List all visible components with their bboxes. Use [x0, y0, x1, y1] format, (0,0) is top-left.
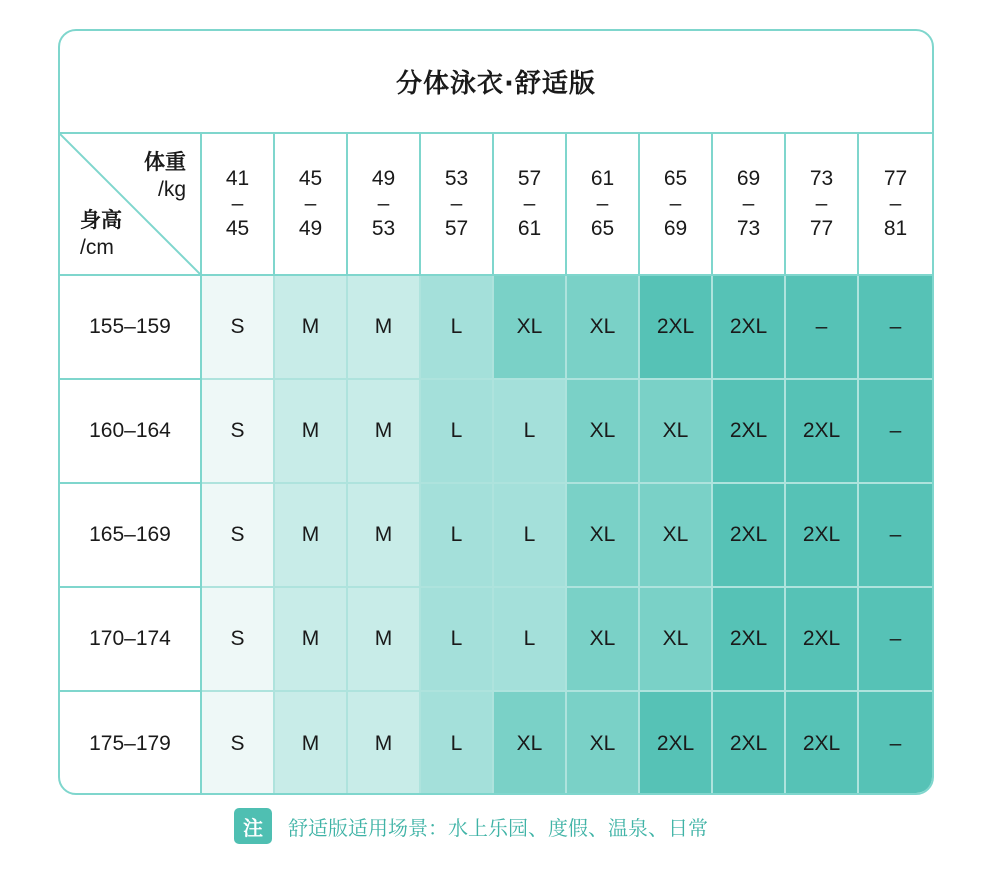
size-cell: 2XL — [640, 692, 713, 795]
size-cell: XL — [494, 276, 567, 380]
size-cell: L — [421, 484, 494, 588]
weight-range-to: 57 — [444, 217, 469, 240]
size-cell: XL — [494, 692, 567, 795]
height-range-cell: 160–164 — [60, 380, 202, 484]
weight-label: 体重 — [144, 150, 186, 174]
size-cell: M — [275, 380, 348, 484]
weight-range-from: 57 — [517, 167, 542, 190]
footnote — [234, 808, 708, 844]
size-cell: M — [275, 484, 348, 588]
size-cell: – — [786, 276, 859, 380]
size-cell: M — [275, 276, 348, 380]
size-cell: XL — [567, 484, 640, 588]
size-cell: 2XL — [713, 276, 786, 380]
weight-range-dash: – — [304, 192, 317, 215]
weight-range-header — [421, 134, 494, 276]
weight-range-header — [567, 134, 640, 276]
weight-range-from: 73 — [809, 167, 834, 190]
size-cell: XL — [567, 588, 640, 692]
size-cell: – — [859, 380, 932, 484]
table-title: 分体泳衣·舒适版 — [60, 31, 932, 134]
size-cell: 2XL — [713, 692, 786, 795]
corner-header — [60, 134, 202, 276]
size-cell: 2XL — [786, 380, 859, 484]
size-cell: L — [494, 380, 567, 484]
weight-range-from: 69 — [736, 167, 761, 190]
weight-range-header — [348, 134, 421, 276]
size-cell: XL — [640, 588, 713, 692]
weight-range-header — [202, 134, 275, 276]
size-cell: 2XL — [640, 276, 713, 380]
size-cell: S — [202, 484, 275, 588]
size-cell: L — [421, 588, 494, 692]
weight-range-dash: – — [450, 192, 463, 215]
size-cell: L — [421, 692, 494, 795]
size-cell: M — [348, 380, 421, 484]
weight-unit: /kg — [157, 178, 186, 201]
weight-range-from: 77 — [883, 167, 908, 190]
weight-range-header — [713, 134, 786, 276]
size-grid — [60, 134, 932, 795]
weight-axis-label — [144, 148, 186, 204]
size-cell: XL — [640, 380, 713, 484]
weight-range-from: 41 — [225, 167, 250, 190]
size-cell: XL — [640, 484, 713, 588]
height-range-cell: 165–169 — [60, 484, 202, 588]
weight-range-dash: – — [596, 192, 609, 215]
note-badge: 注 — [234, 808, 272, 844]
height-label: 身高 — [80, 208, 122, 232]
weight-range-dash: – — [523, 192, 536, 215]
weight-range-to: 49 — [298, 217, 323, 240]
size-cell: S — [202, 276, 275, 380]
weight-range-to: 73 — [736, 217, 761, 240]
size-cell: L — [421, 276, 494, 380]
weight-range-header — [494, 134, 567, 276]
size-cell: S — [202, 380, 275, 484]
weight-range-dash: – — [815, 192, 828, 215]
weight-range-to: 45 — [225, 217, 250, 240]
weight-range-to: 69 — [663, 217, 688, 240]
height-range-cell: 155–159 — [60, 276, 202, 380]
size-cell: M — [348, 588, 421, 692]
weight-range-to: 81 — [883, 217, 908, 240]
size-cell: 2XL — [713, 484, 786, 588]
weight-range-dash: – — [889, 192, 902, 215]
weight-range-header — [786, 134, 859, 276]
height-range-cell: 170–174 — [60, 588, 202, 692]
weight-range-to: 77 — [809, 217, 834, 240]
size-cell: – — [859, 588, 932, 692]
weight-range-header — [640, 134, 713, 276]
height-unit: /cm — [80, 236, 114, 259]
height-axis-label — [80, 206, 122, 262]
size-cell: M — [348, 276, 421, 380]
size-cell: M — [348, 484, 421, 588]
weight-range-to: 53 — [371, 217, 396, 240]
size-cell: S — [202, 588, 275, 692]
weight-range-dash: – — [669, 192, 682, 215]
weight-range-to: 65 — [590, 217, 615, 240]
size-cell: L — [494, 588, 567, 692]
weight-range-from: 65 — [663, 167, 688, 190]
weight-range-dash: – — [231, 192, 244, 215]
height-range-cell: 175–179 — [60, 692, 202, 795]
size-cell: 2XL — [786, 588, 859, 692]
weight-range-from: 45 — [298, 167, 323, 190]
weight-range-header — [275, 134, 348, 276]
note-text: 舒适版适用场景：水上乐园、度假、温泉、日常 — [288, 815, 708, 840]
size-cell: M — [275, 588, 348, 692]
size-cell: XL — [567, 276, 640, 380]
weight-range-from: 49 — [371, 167, 396, 190]
size-cell: S — [202, 692, 275, 795]
size-cell: XL — [567, 692, 640, 795]
size-chart-table — [58, 29, 934, 795]
size-cell: 2XL — [713, 588, 786, 692]
weight-range-dash: – — [742, 192, 755, 215]
size-cell: M — [275, 692, 348, 795]
weight-range-to: 61 — [517, 217, 542, 240]
weight-range-header — [859, 134, 932, 276]
weight-range-from: 61 — [590, 167, 615, 190]
size-cell: L — [494, 484, 567, 588]
size-cell: 2XL — [713, 380, 786, 484]
size-cell: XL — [567, 380, 640, 484]
size-cell: 2XL — [786, 692, 859, 795]
size-cell: 2XL — [786, 484, 859, 588]
weight-range-from: 53 — [444, 167, 469, 190]
weight-range-dash: – — [377, 192, 390, 215]
size-cell: – — [859, 484, 932, 588]
size-cell: M — [348, 692, 421, 795]
size-cell: – — [859, 692, 932, 795]
size-cell: L — [421, 380, 494, 484]
size-cell: – — [859, 276, 932, 380]
